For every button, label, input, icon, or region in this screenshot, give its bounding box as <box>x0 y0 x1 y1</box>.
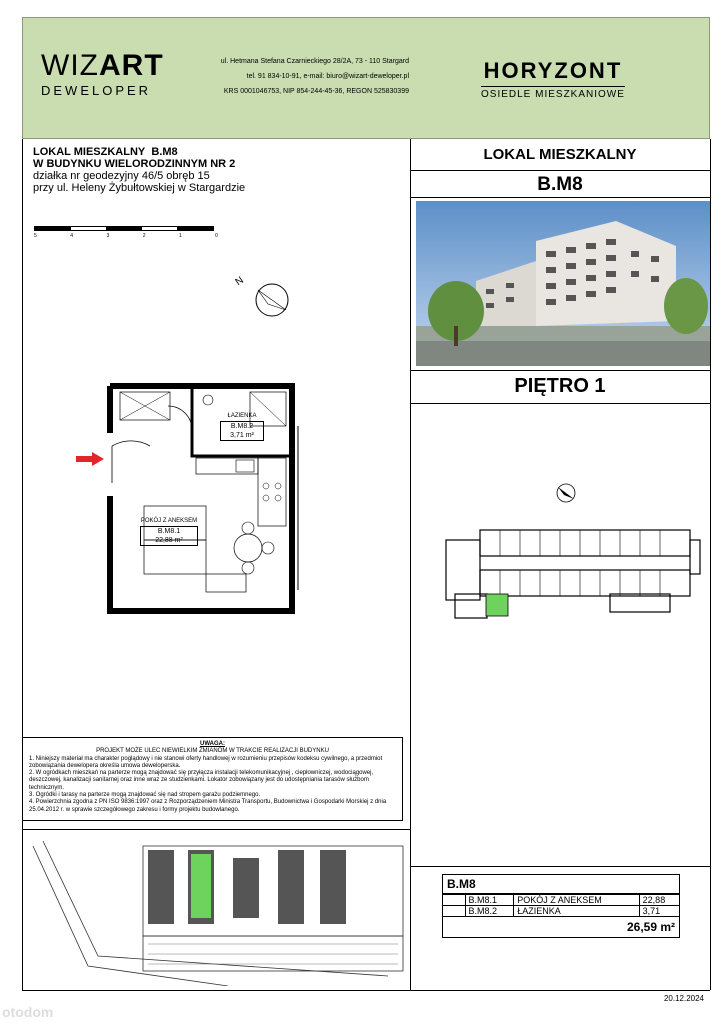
contact-line: tel. 91 834-10-91, e-mail: biuro@wizart-deweloper.pl <box>246 73 409 80</box>
room-box <box>140 526 198 546</box>
frame-rh3 <box>410 370 710 371</box>
unit-line4: przy ul. Heleny Żybułtowskiej w Stargardzie <box>33 182 246 194</box>
notes-title: UWAGA: <box>200 741 225 747</box>
unit-line2: W BUDYNKU WIELORODZINNYM NR 2 <box>33 158 236 170</box>
note-item: 4. Powierzchnia zgodna z PN ISO 9836:1997 oraz z Rozporządzeniem Ministra Transportu, Budownictwa i Gospodarki Morskiej z dnia 25.04.2012 r. w sprawie szczegółowego zakresu i formy projektu budowlanego. <box>29 799 387 813</box>
cell-name: ŁAZIENKA <box>514 906 639 917</box>
entry-arrow-icon <box>76 452 106 466</box>
summary-rows <box>443 894 679 917</box>
document-date: 20.12.2024 <box>663 994 704 1003</box>
cell-name: POKÓJ Z ANEKSEM <box>514 895 639 906</box>
frame-left <box>22 139 23 990</box>
cell-area: 3,71 <box>639 906 679 917</box>
table-row <box>443 895 679 906</box>
cell-code: B.M8.1 <box>465 895 514 906</box>
room-code: B.M8.2 <box>230 423 254 430</box>
cell-area: 22,88 <box>639 895 679 906</box>
room-box <box>220 421 264 441</box>
scale-bar <box>34 226 214 231</box>
summary-total: 26,59 m² <box>626 920 675 934</box>
unit-title-block <box>33 146 245 194</box>
frame-rh2 <box>410 197 710 198</box>
estate-subtitle: OSIEDLE MIESZKANIOWE <box>481 86 625 100</box>
address: ul. Hetmana Stefana Czarnieckiego 28/2A, 73 - 110 Stargard <box>220 58 409 65</box>
room-name: ŁAZIENKA <box>227 413 257 419</box>
right-unit-type: LOKAL MIESZKALNY <box>483 146 637 163</box>
scale-label: 5 <box>34 233 37 239</box>
floor-label: PIĘTRO 1 <box>514 375 606 397</box>
logo-part1: WIZ <box>41 49 99 82</box>
floor-plan <box>60 378 310 618</box>
room-area: 22,88 m² <box>155 537 183 544</box>
estate-logo <box>481 58 625 100</box>
frame-rh5 <box>410 866 710 867</box>
frame-rh1 <box>410 170 710 171</box>
right-unit-code: B.M8 <box>537 174 583 195</box>
scale-label: 1 <box>178 233 182 239</box>
frame-rh4 <box>410 403 710 404</box>
scale-label: 2 <box>142 233 146 239</box>
unit-code: B.M8 <box>151 146 178 158</box>
watermark: otodom <box>2 1004 54 1020</box>
unit-line1: LOKAL MIESZKALNY <box>33 146 146 158</box>
unit-line3: działka nr geodezyjny 46/5 obręb 15 <box>33 170 210 182</box>
summary-code: B.M8 <box>443 875 679 894</box>
logo-sub: DEWELOPER <box>41 83 152 98</box>
room-area: 3,71 m² <box>230 432 254 439</box>
scale-labels <box>34 233 218 239</box>
estate-name: HORYZONT <box>483 58 623 83</box>
note-item: 3. Ogródki i tarasy na parterze mogą znajdować się nad stropem garażu podziemnego. <box>29 792 261 799</box>
scale-label: 0 <box>215 233 218 239</box>
frame-right <box>710 139 711 990</box>
developer-contact <box>219 54 409 99</box>
frame-middle <box>410 139 411 990</box>
cell-code: B.M8.2 <box>465 906 514 917</box>
compass-icon <box>254 282 290 318</box>
site-plan <box>28 836 406 986</box>
scale-label: 4 <box>70 233 74 239</box>
notes-subtitle: PROJEKT MOŻE ULEC NIEWIELKIM ZMIANOM W TRAKCIE REALIZACJI BUDYNKU <box>96 748 329 755</box>
compass-small-icon <box>552 482 578 504</box>
registry-line: KRS 0001046753, NIP 854-244-45-36, REGON 525830399 <box>223 88 409 95</box>
table-row <box>443 906 679 917</box>
summary-table <box>442 874 680 938</box>
building-photo <box>416 201 710 366</box>
note-item: 1. Niniejszy materiał ma charakter poglądowy i nie stanowi oferty handlowej w rozumieniu przepisów kodeksu cywilnego, a przedmiot zobowiązania dewelopera określa umowa deweloperska. <box>29 755 383 769</box>
header-band <box>22 17 710 139</box>
frame-bottom <box>22 990 710 991</box>
site-highlight <box>191 854 211 918</box>
unit-highlight <box>486 594 508 616</box>
scale-label: 3 <box>106 233 110 239</box>
frame-lh1 <box>22 829 410 830</box>
north-label: N <box>233 274 246 289</box>
notes-box <box>22 737 403 821</box>
developer-logo <box>41 51 164 98</box>
room-code: B.M8.1 <box>157 528 181 535</box>
building-plan <box>440 522 702 622</box>
room-name: POKÓJ Z ANEKSEM <box>140 518 198 524</box>
note-item: 2. W ogródkach mieszkań na parterze mogą znajdować się przyłącza instalacji telekomunikacyjnej , ciepłowniczej, wodociągowej, deszczowej, kanalizacji sanitarnej oraz inne wraz ze studzienkami. Lokator zobowiązany jest do udostępniania tarasów służbom technicznym. <box>29 770 374 791</box>
logo-part2: ART <box>98 49 164 82</box>
